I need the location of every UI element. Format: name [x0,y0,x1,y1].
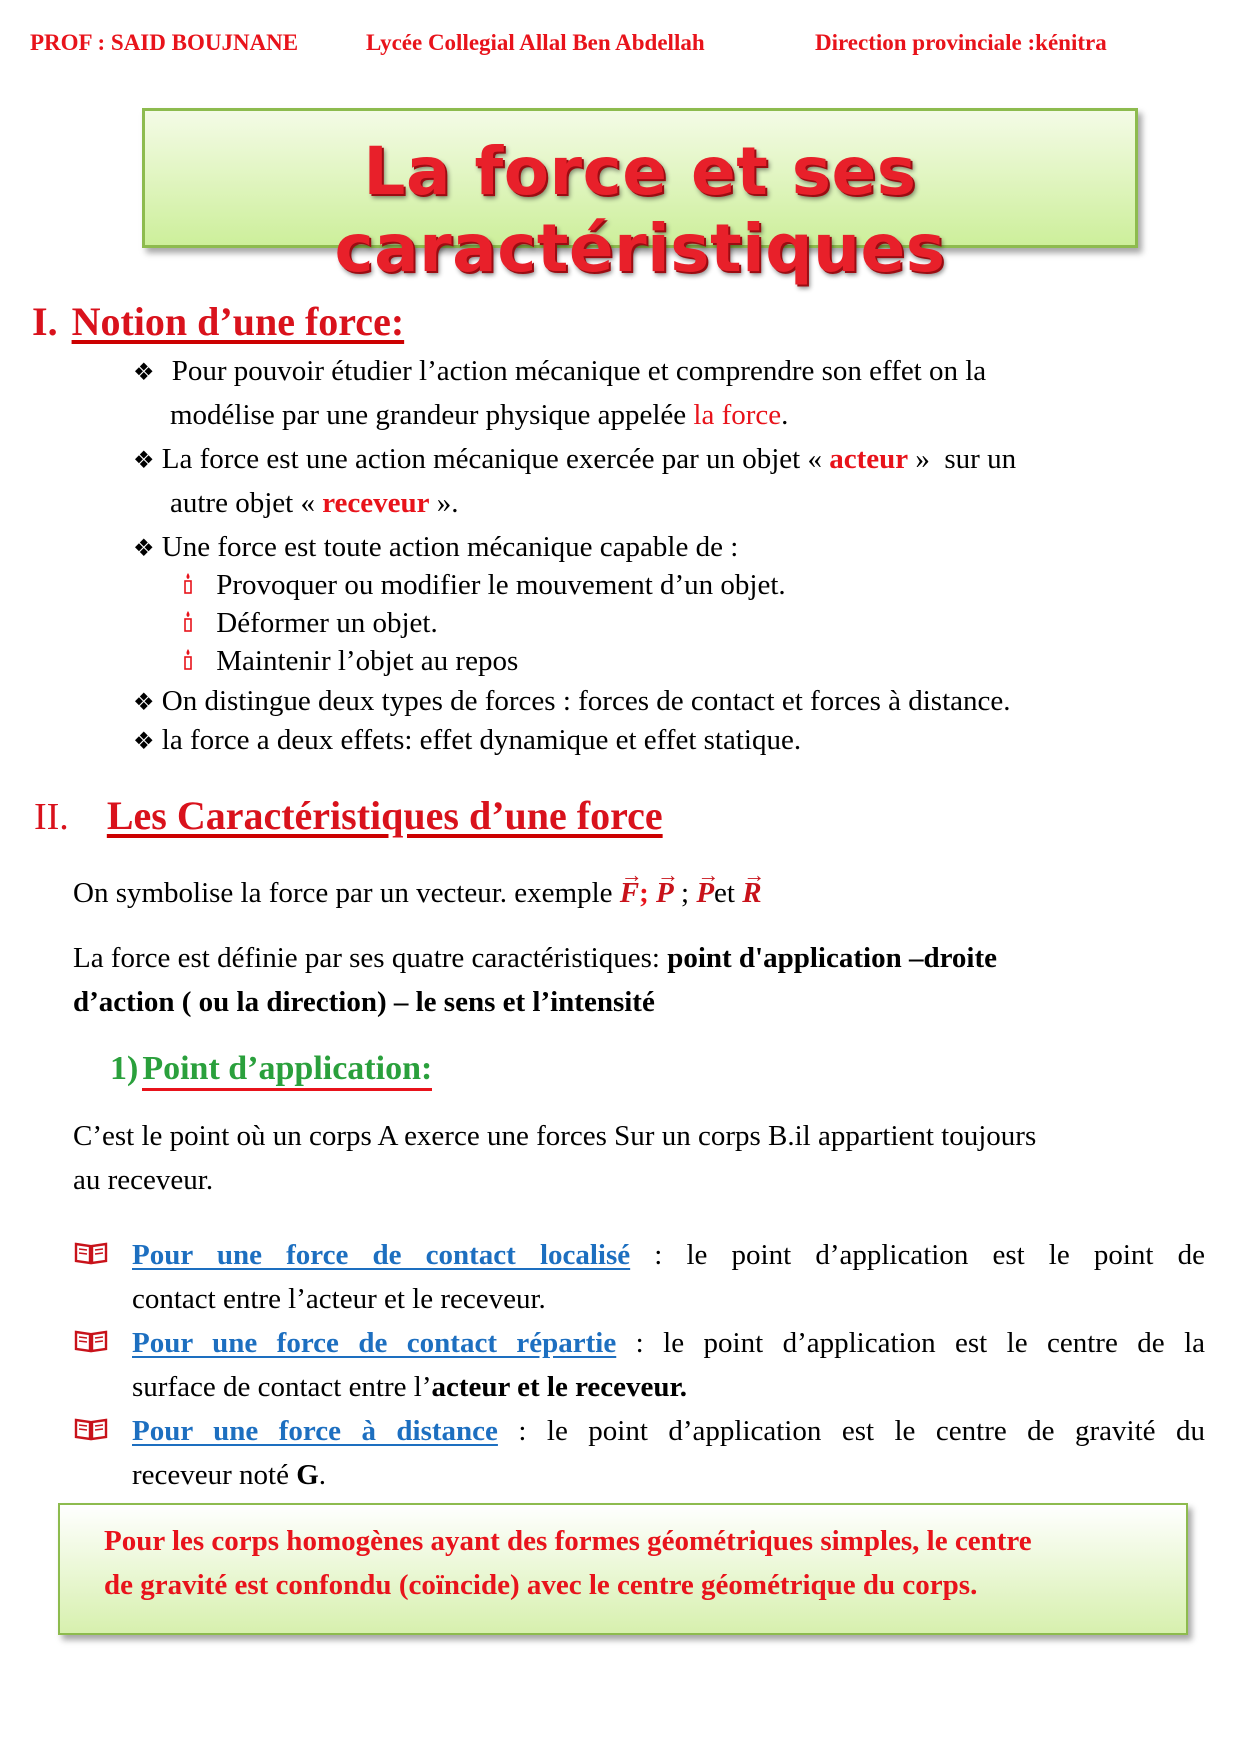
bullet-1-cont [170,397,788,433]
item-1-link: Pour une force de contact localisé [132,1239,631,1271]
highlight-receveur: receveur [322,487,430,519]
item-2-line1 [132,1325,1205,1361]
highlight-acteur: acteur [829,443,909,475]
bullet-1 [133,353,986,391]
sub-bullet-2-text: Déformer un objet. [216,607,438,639]
header-prof: PROF : SAID BOUJNANE [30,30,299,55]
bullet-1-text: Pour pouvoir étudier l’action mécanique et comprendre son effet on la [171,355,987,387]
subsection1-title: Point d’application: [142,1050,432,1091]
sub-bullet-3 [183,643,518,679]
bullet-1-cont-text: modélise par une grandeur physique appelée [170,399,694,431]
bullet-4 [133,683,1011,721]
item-2-rest1: : le point d’application est le centre de la [616,1327,1206,1359]
open-book-icon [74,1416,108,1442]
characteristics-bold1: point d'application –droite [667,942,998,974]
item-3-rest2b: G [296,1459,319,1491]
section1-title: Notion d’une force: [71,299,405,344]
item-1-line1 [132,1237,1205,1273]
item-3-line1 [132,1413,1205,1449]
vector-paragraph [73,875,762,911]
item-3-rest2a: receveur noté [132,1459,297,1491]
vector-P: → P [656,875,674,911]
section2-heading [34,792,663,839]
sub-bullet-1 [183,567,786,603]
section1-number: I. [32,299,58,344]
diamond-bullet-icon: ❖ [133,536,155,562]
item-2-rest2a: surface de contact entre l’ [132,1371,432,1403]
characteristics-text: La force est définie par ses quatre caractéristiques: [73,942,668,974]
bullet-3 [133,529,738,567]
vector-R: → R [742,875,761,911]
bullet-2-cont-text: autre objet « [170,487,323,519]
diamond-bullet-icon: ❖ [133,448,155,474]
candle-icon [183,572,193,594]
vector-P: → P [696,875,714,911]
note-box [58,1503,1188,1635]
bullet-5-text: la force a deux effets: effet dynamique et effet statique. [161,724,802,756]
sub-bullet-2 [183,605,438,641]
note-text [104,1519,1164,1607]
bullet-3-text: Une force est toute action mécanique capable de : [161,531,739,563]
vector-F: → F [620,875,639,911]
sub-bullet-3-text: Maintenir l’objet au repos [216,645,519,677]
definition-line2: au receveur. [73,1164,214,1196]
bullet-2-cont [170,485,459,521]
item-2-link: Pour une force de contact répartie [132,1327,617,1359]
vector-text: On symbolise la force par un vecteur. exemple [73,877,620,909]
sub-bullet-1-text: Provoquer ou modifier le mouvement d’un objet. [216,569,786,601]
note-line2: de gravité est confondu (coïncide) avec le centre géométrique du corps. [104,1569,978,1601]
vector-sep: ; [639,877,657,909]
candle-icon [183,648,193,670]
item-3-link: Pour une force à distance [132,1415,498,1447]
bullet-2-text: La force est une action mécanique exercée par un objet « [161,443,830,475]
header-direction: Direction provinciale :kénitra [815,30,1107,55]
bullet-2-mid: » sur un [908,443,1017,475]
bullet-1-end: . [781,399,789,431]
header-school: Lycée Collegial Allal Ben Abdellah [366,30,705,55]
definition-line1: C’est le point où un corps A exerce une forces Sur un corps B.il appartient toujours [73,1120,1037,1152]
page-title: La force et ses caractéristiques [334,133,946,287]
item-3-rest1: : le point d’application est le centre de gravité du [497,1415,1205,1447]
diamond-bullet-icon: ❖ [133,690,155,716]
title-banner [142,108,1138,287]
item-3-rest2c: . [318,1459,327,1491]
subsection1-heading [110,1050,432,1088]
bullet-5 [133,722,801,760]
diamond-bullet-icon: ❖ [133,360,155,386]
item-1-line2: contact entre l’acteur et le receveur. [132,1283,546,1315]
bullet-4-text: On distingue deux types de forces : forces de contact et forces à distance. [161,685,1011,717]
open-book-icon [74,1240,108,1266]
note-line1: Pour les corps homogènes ayant des formes géométriques simples, le centre [104,1525,1032,1557]
section2-number: II. [34,796,69,838]
item-2-line2 [132,1369,687,1405]
bullet-2 [133,441,1016,479]
section2-title: Les Caractéristiques d’une force [106,793,663,838]
section1-heading [32,298,404,345]
subsection1-number: 1) [110,1050,139,1087]
item-1-rest1: : le point d’application est le point de [630,1239,1206,1271]
vector-sep: ; [673,877,697,909]
open-book-icon [74,1328,108,1354]
item-3-line2 [132,1457,326,1493]
item-2-rest2b: acteur et le receveur. [431,1371,688,1403]
highlight-la-force: la force [693,399,782,431]
candle-icon [183,610,193,632]
bullet-2-end: ». [429,487,459,519]
vector-et: et [714,877,743,909]
characteristics-line2: d’action ( ou la direction) – le sens et l’intensité [73,986,655,1018]
characteristics-line1 [73,940,997,976]
diamond-bullet-icon: ❖ [133,729,155,755]
